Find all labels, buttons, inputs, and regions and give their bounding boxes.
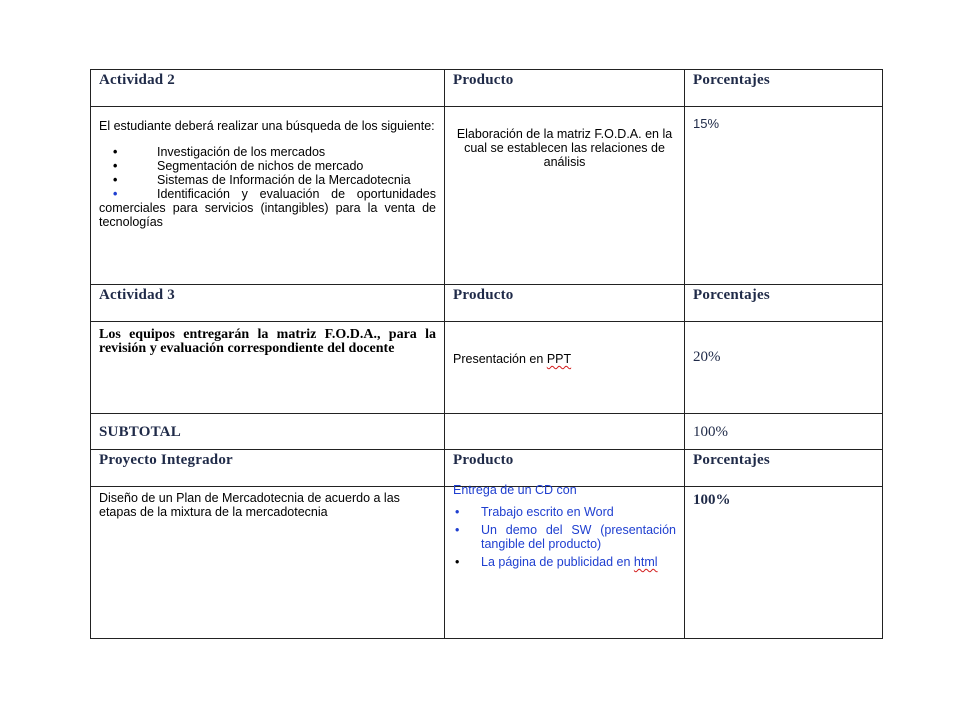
list-item: •Segmentación de nichos de mercado bbox=[99, 159, 436, 173]
activity-3-body-row bbox=[91, 322, 883, 414]
list-item: •Investigación de los mercados bbox=[99, 145, 436, 159]
activity-2-description-cell bbox=[91, 107, 445, 285]
integrative-project-header-row bbox=[91, 450, 883, 487]
integrative-project-product-intro: Entrega de un CD con bbox=[453, 483, 577, 497]
subtotal-label: SUBTOTAL bbox=[99, 423, 181, 440]
activity-3-product: Presentación en PPT bbox=[453, 352, 572, 366]
list-item: •Identificación y evaluación de oportunidades comerciales para servicios (intangibles) para la venta de tecnologías bbox=[99, 187, 436, 229]
integrative-project-title: Proyecto Integrador bbox=[91, 450, 445, 487]
integrative-project-description-cell bbox=[91, 487, 445, 639]
activity-3-title: Actividad 3 bbox=[91, 285, 445, 322]
list-item: •Sistemas de Información de la Mercadotecnia bbox=[99, 173, 436, 187]
integrative-project-deliverables bbox=[453, 505, 676, 569]
integrative-project-product-header: Producto bbox=[445, 450, 685, 487]
activity-3-product-cell bbox=[445, 322, 685, 414]
activity-2-percentage: 15% bbox=[693, 116, 720, 131]
activity-2-product-header: Producto bbox=[445, 70, 685, 107]
activity-3-description: Los equipos entregarán la matriz F.O.D.A., para la revisión y evaluación correspondiente del docente bbox=[99, 327, 436, 356]
list-item: • Un demo del SW (presentación tangible del producto) bbox=[481, 523, 676, 551]
activity-3-description-cell bbox=[91, 322, 445, 414]
evaluation-table bbox=[90, 69, 883, 639]
activity-2-description: El estudiante deberá realizar una búsqueda de los siguiente: bbox=[99, 119, 435, 133]
activity-3-percent-header: Porcentajes bbox=[685, 285, 883, 322]
subtotal-product-cell bbox=[445, 414, 685, 450]
activity-2-product-cell bbox=[445, 107, 685, 285]
integrative-project-percentage: 100% bbox=[693, 492, 731, 508]
subtotal-percentage: 100% bbox=[693, 423, 728, 440]
activity-2-product: Elaboración de la matriz F.O.D.A. en la cual se establecen las relaciones de análisis bbox=[456, 127, 673, 169]
list-item: • La página de publicidad en html bbox=[481, 555, 676, 569]
activity-2-percent-cell bbox=[685, 107, 883, 285]
subtotal-percent-cell bbox=[685, 414, 883, 450]
subtotal-label-cell bbox=[91, 414, 445, 450]
integrative-project-product-cell bbox=[445, 483, 685, 639]
integrative-project-description: Diseño de un Plan de Mercadotecnia de acuerdo a las etapas de la mixtura de la mercadotecnia bbox=[99, 491, 400, 519]
integrative-project-percent-cell bbox=[685, 487, 883, 639]
activity-3-percentage: 20% bbox=[693, 349, 721, 365]
activity-2-body-row bbox=[91, 107, 883, 285]
subtotal-row bbox=[91, 414, 883, 450]
activity-3-header-row bbox=[91, 285, 883, 322]
activity-2-header-row bbox=[91, 70, 883, 107]
activity-2-title: Actividad 2 bbox=[91, 70, 445, 107]
activity-3-percent-cell bbox=[685, 322, 883, 414]
activity-3-product-header: Producto bbox=[445, 285, 685, 322]
integrative-project-body-row bbox=[91, 487, 883, 639]
list-item: • Trabajo escrito en Word bbox=[481, 505, 676, 519]
activity-2-topic-list bbox=[99, 145, 436, 229]
integrative-project-percent-header: Porcentajes bbox=[685, 450, 883, 487]
activity-2-percent-header: Porcentajes bbox=[685, 70, 883, 107]
